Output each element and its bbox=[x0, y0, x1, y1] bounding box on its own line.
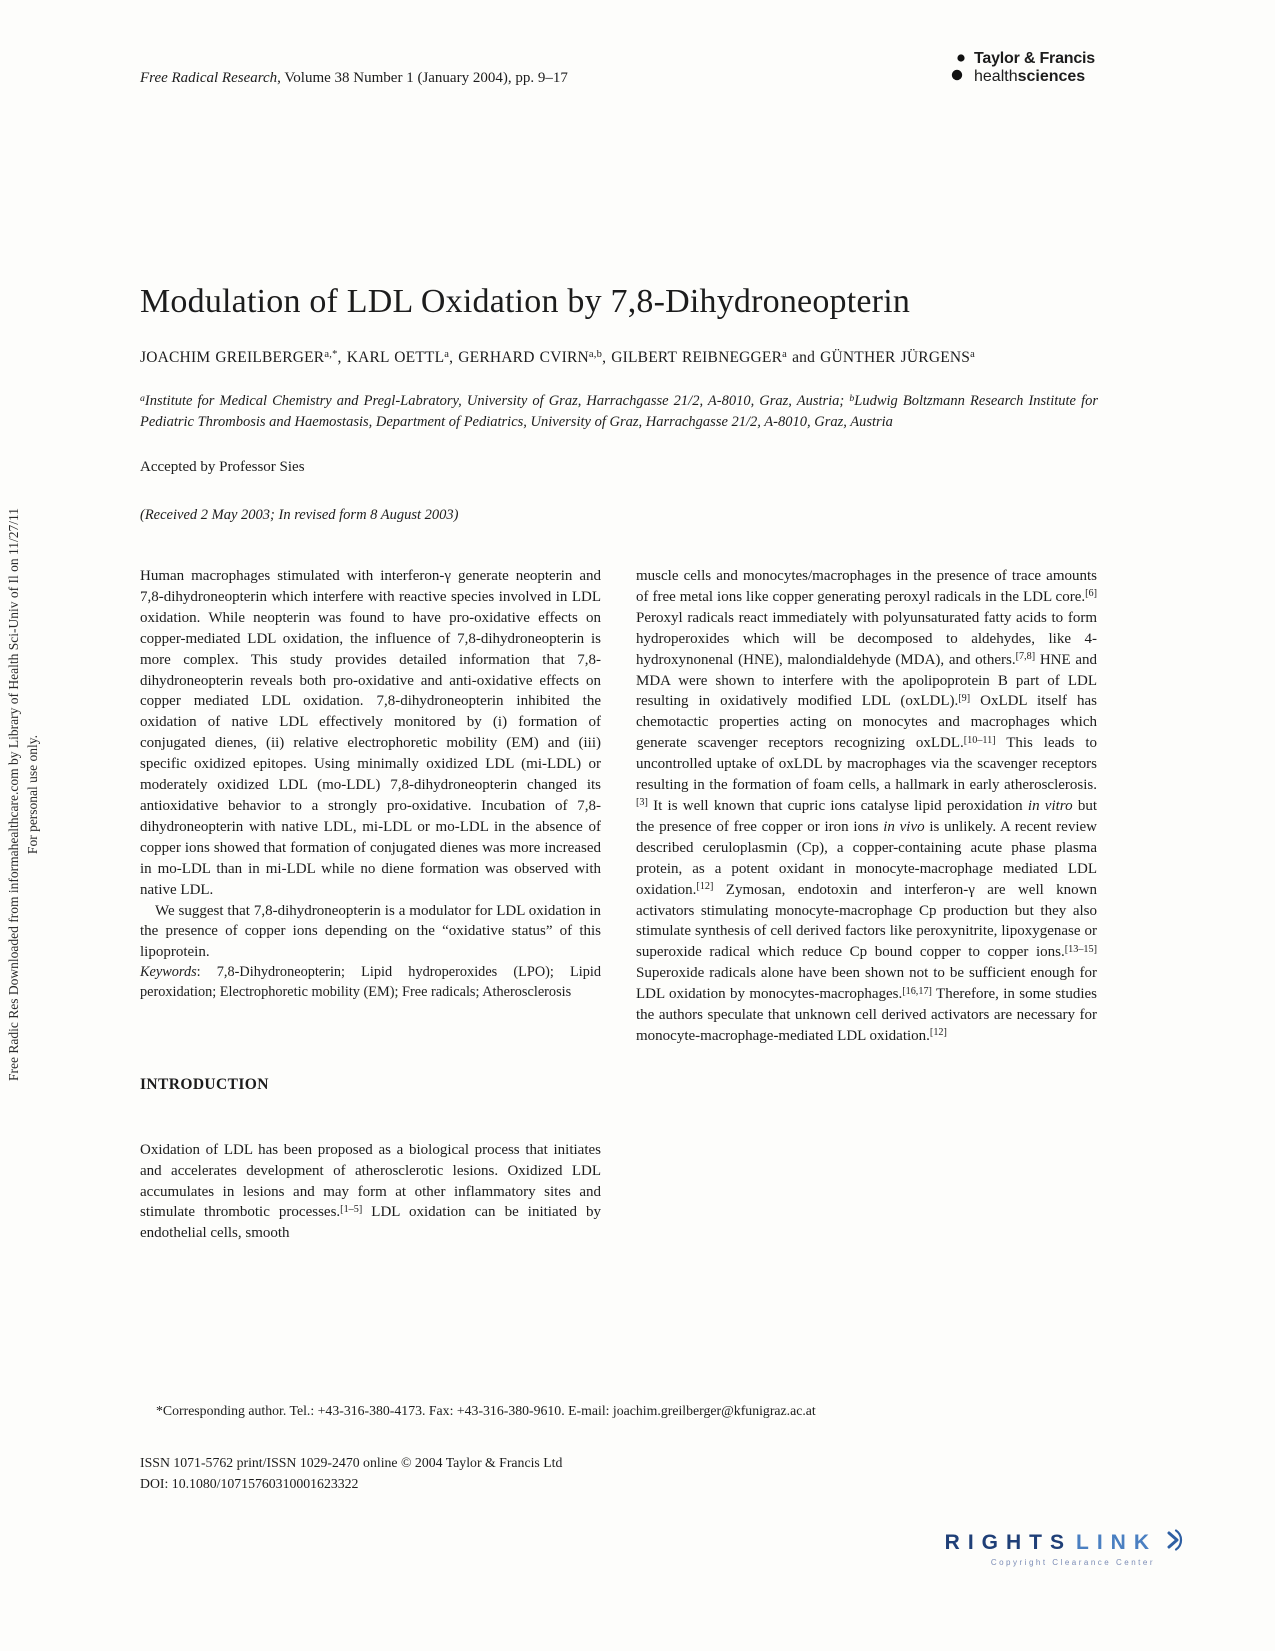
taylor-francis-logo-icon bbox=[950, 52, 966, 91]
affiliations: $^a$Institute for Medical Chemistry and Pregl-Labratory, University of Graz, Harrachgasse 21/2, A-8010, Graz, Austria; $^b$Ludwig Boltzmann Research Institute for Pediatric Thrombosis and Haemostasis, Department of Pediatrics, University of Graz, Harrachgasse 21/2, A-8010, Graz, Austria bbox=[140, 392, 1098, 430]
download-stamp-line2: For personal use only. bbox=[25, 734, 40, 855]
left-column bbox=[140, 566, 601, 1244]
corresponding-author-note: *Corresponding author. Tel.: +43-316-380-4173. Fax: +43-316-380-9610. E-mail: joachim.greilberger@kfunigraz.ac.at bbox=[156, 1403, 816, 1418]
publisher-division: healthsciences bbox=[974, 68, 1086, 85]
received-note: (Received 2 May 2003; In revised form 8 August 2003) bbox=[140, 507, 459, 523]
article-title: Modulation of LDL Oxidation by 7,8-Dihydroneopterin bbox=[140, 283, 911, 320]
taylor-francis-logo-text bbox=[974, 50, 1095, 86]
keywords: Keywords: 7,8-Dihydroneopterin; Lipid hydroperoxides (LPO); Lipid peroxidation; Electrophoretic mobility (EM); Free radicals; Atherosclerosis bbox=[140, 964, 601, 1001]
abstract-paragraph-1: Human macrophages stimulated with interferon-γ generate neopterin and 7,8-dihydroneopterin which interfere with reactive species involved in LDL oxidation. While neopterin was found to have pro-oxidative effects on copper-mediated LDL oxidation, the influence of 7,8-dihydroneopterin is more complex. This study provides detailed information that 7,8-dihydroneopterin reveals both pro-oxidative and anti-oxidative effects on copper mediated LDL oxidation. 7,8-dihydroneopterin inhibited the oxidation of native LDL effectively monitored by (i) formation of conjugated dienes, (ii) relative electrophoretic mobility (EM) and (iii) specific oxidized epitopes. Using minimally oxidized LDL (mi-LDL) or moderately oxidized LDL (mo-LDL) 7,8-dihydroneopterin changed its antioxidative behavior to a strongly pro-oxidative. Incubation of 7,8-dihydroneopterin with native LDL, mi-LDL or mo-LDL in the absence of copper ions showed that formation of conjugated dienes was more increased in mo-LDL than in mi-LDL while no diene formation was observed with native LDL. bbox=[140, 568, 601, 898]
author-list: JOACHIM $GREILBERGER^{a,*}$, KARL OETTL$^a$, GERHARD CVIRN$^{a,b}$, GILBERT REIBNEGGER$^a$ and GÜNTHER JÜRGENS$^a$ bbox=[140, 349, 975, 366]
issue-info: , Volume 38 Number 1 (January 2004), pp. 9–17 bbox=[277, 70, 568, 86]
rightslink-arrow-icon bbox=[1161, 1528, 1185, 1557]
publisher-name: Taylor & Francis bbox=[974, 50, 1095, 67]
introduction-continued: muscle cells and monocytes/macrophages in the presence of trace amounts of free metal ions like copper generating peroxyl radicals in the LDL core.[6] Peroxyl radicals react immediately with polyunsaturated fatty acids to form hydroperoxides which will be decomposed to aldehydes, like 4-hydroxynonenal (HNE), malondialdehyde (MDA), and others.[7,8] HNE and MDA were shown to interfere with the apolipoprotein B part of LDL resulting in oxidatively modified LDL (oxLDL).[9] OxLDL itself has chemotactic properties acting on monocytes and macrophages which generate scavenger receptors recognizing oxLDL.[10–11] This leads to uncontrolled uptake of oxLDL by macrophages via the scavenger receptors resulting in the formation of foam cells, a hallmark in early atherosclerosis.[3] It is well known that cupric ions catalyse lipid peroxidation in vitro but the presence of free copper or iron ions in vivo is unlikely. A recent review described ceruloplasmin (Cp), a copper-containing acute phase plasma protein, as a potent oxidant in monocyte-macrophage mediated LDL oxidation.[12] Zymosan, endotoxin and interferon-γ are well known activators stimulating monocyte-macrophage Cp production but they also stimulate synthesis of cell derived factors like peroxynitrite, lipoxygenase or superoxide radical which reduce Cp bound copper to copper ions.[13–15] Superoxide radicals alone have been shown not to be sufficient enough for LDL oxidation by monocytes-macrophages.[16,17] Therefore, in some studies the authors speculate that unknown cell derived activators are necessary for monocyte-macrophage-mediated LDL oxidation.[12] bbox=[636, 568, 1098, 1044]
rightslink-link-text: LINK bbox=[1076, 1530, 1157, 1554]
journal-name: Free Radical Research bbox=[140, 70, 278, 86]
accepted-note: Accepted by Professor Sies bbox=[140, 459, 305, 475]
rightslink-rights-text: RIGHTS bbox=[944, 1530, 1072, 1554]
doi-line: DOI: 10.1080/10715760310001623322 bbox=[140, 1476, 359, 1491]
journal-issue-line bbox=[140, 70, 568, 87]
right-column bbox=[636, 566, 1097, 1047]
rightslink-subtext: Copyright Clearance Center bbox=[990, 1558, 1155, 1567]
introduction-heading: INTRODUCTION bbox=[140, 1075, 269, 1093]
download-stamp bbox=[4, 447, 42, 1142]
download-stamp-line1: Free Radic Res Downloaded from informahealthcare.com by Library of Health Sci-Univ of Il on 11/27/11 bbox=[6, 508, 21, 1081]
introduction-paragraph: Oxidation of LDL has been proposed as a biological process that initiates and accelerates development of atherosclerotic lesions. Oxidized LDL accumulates in lesions and may form at other inflammatory sites and stimulate thrombotic processes.[1–5] LDL oxidation can be initiated by endothelial cells, smooth bbox=[140, 1141, 602, 1242]
imprint-block bbox=[140, 1452, 562, 1494]
issn-line: ISSN 1071-5762 print/ISSN 1029-2470 online © 2004 Taylor & Francis Ltd bbox=[140, 1455, 563, 1470]
abstract-paragraph-2: We suggest that 7,8-dihydroneopterin is a modulator for LDL oxidation in the presence of copper ions depending on the “oxidative status” of this lipoprotein. bbox=[140, 902, 601, 961]
rightslink-logo[interactable] bbox=[945, 1528, 1185, 1567]
taylor-francis-logo bbox=[950, 50, 1095, 91]
